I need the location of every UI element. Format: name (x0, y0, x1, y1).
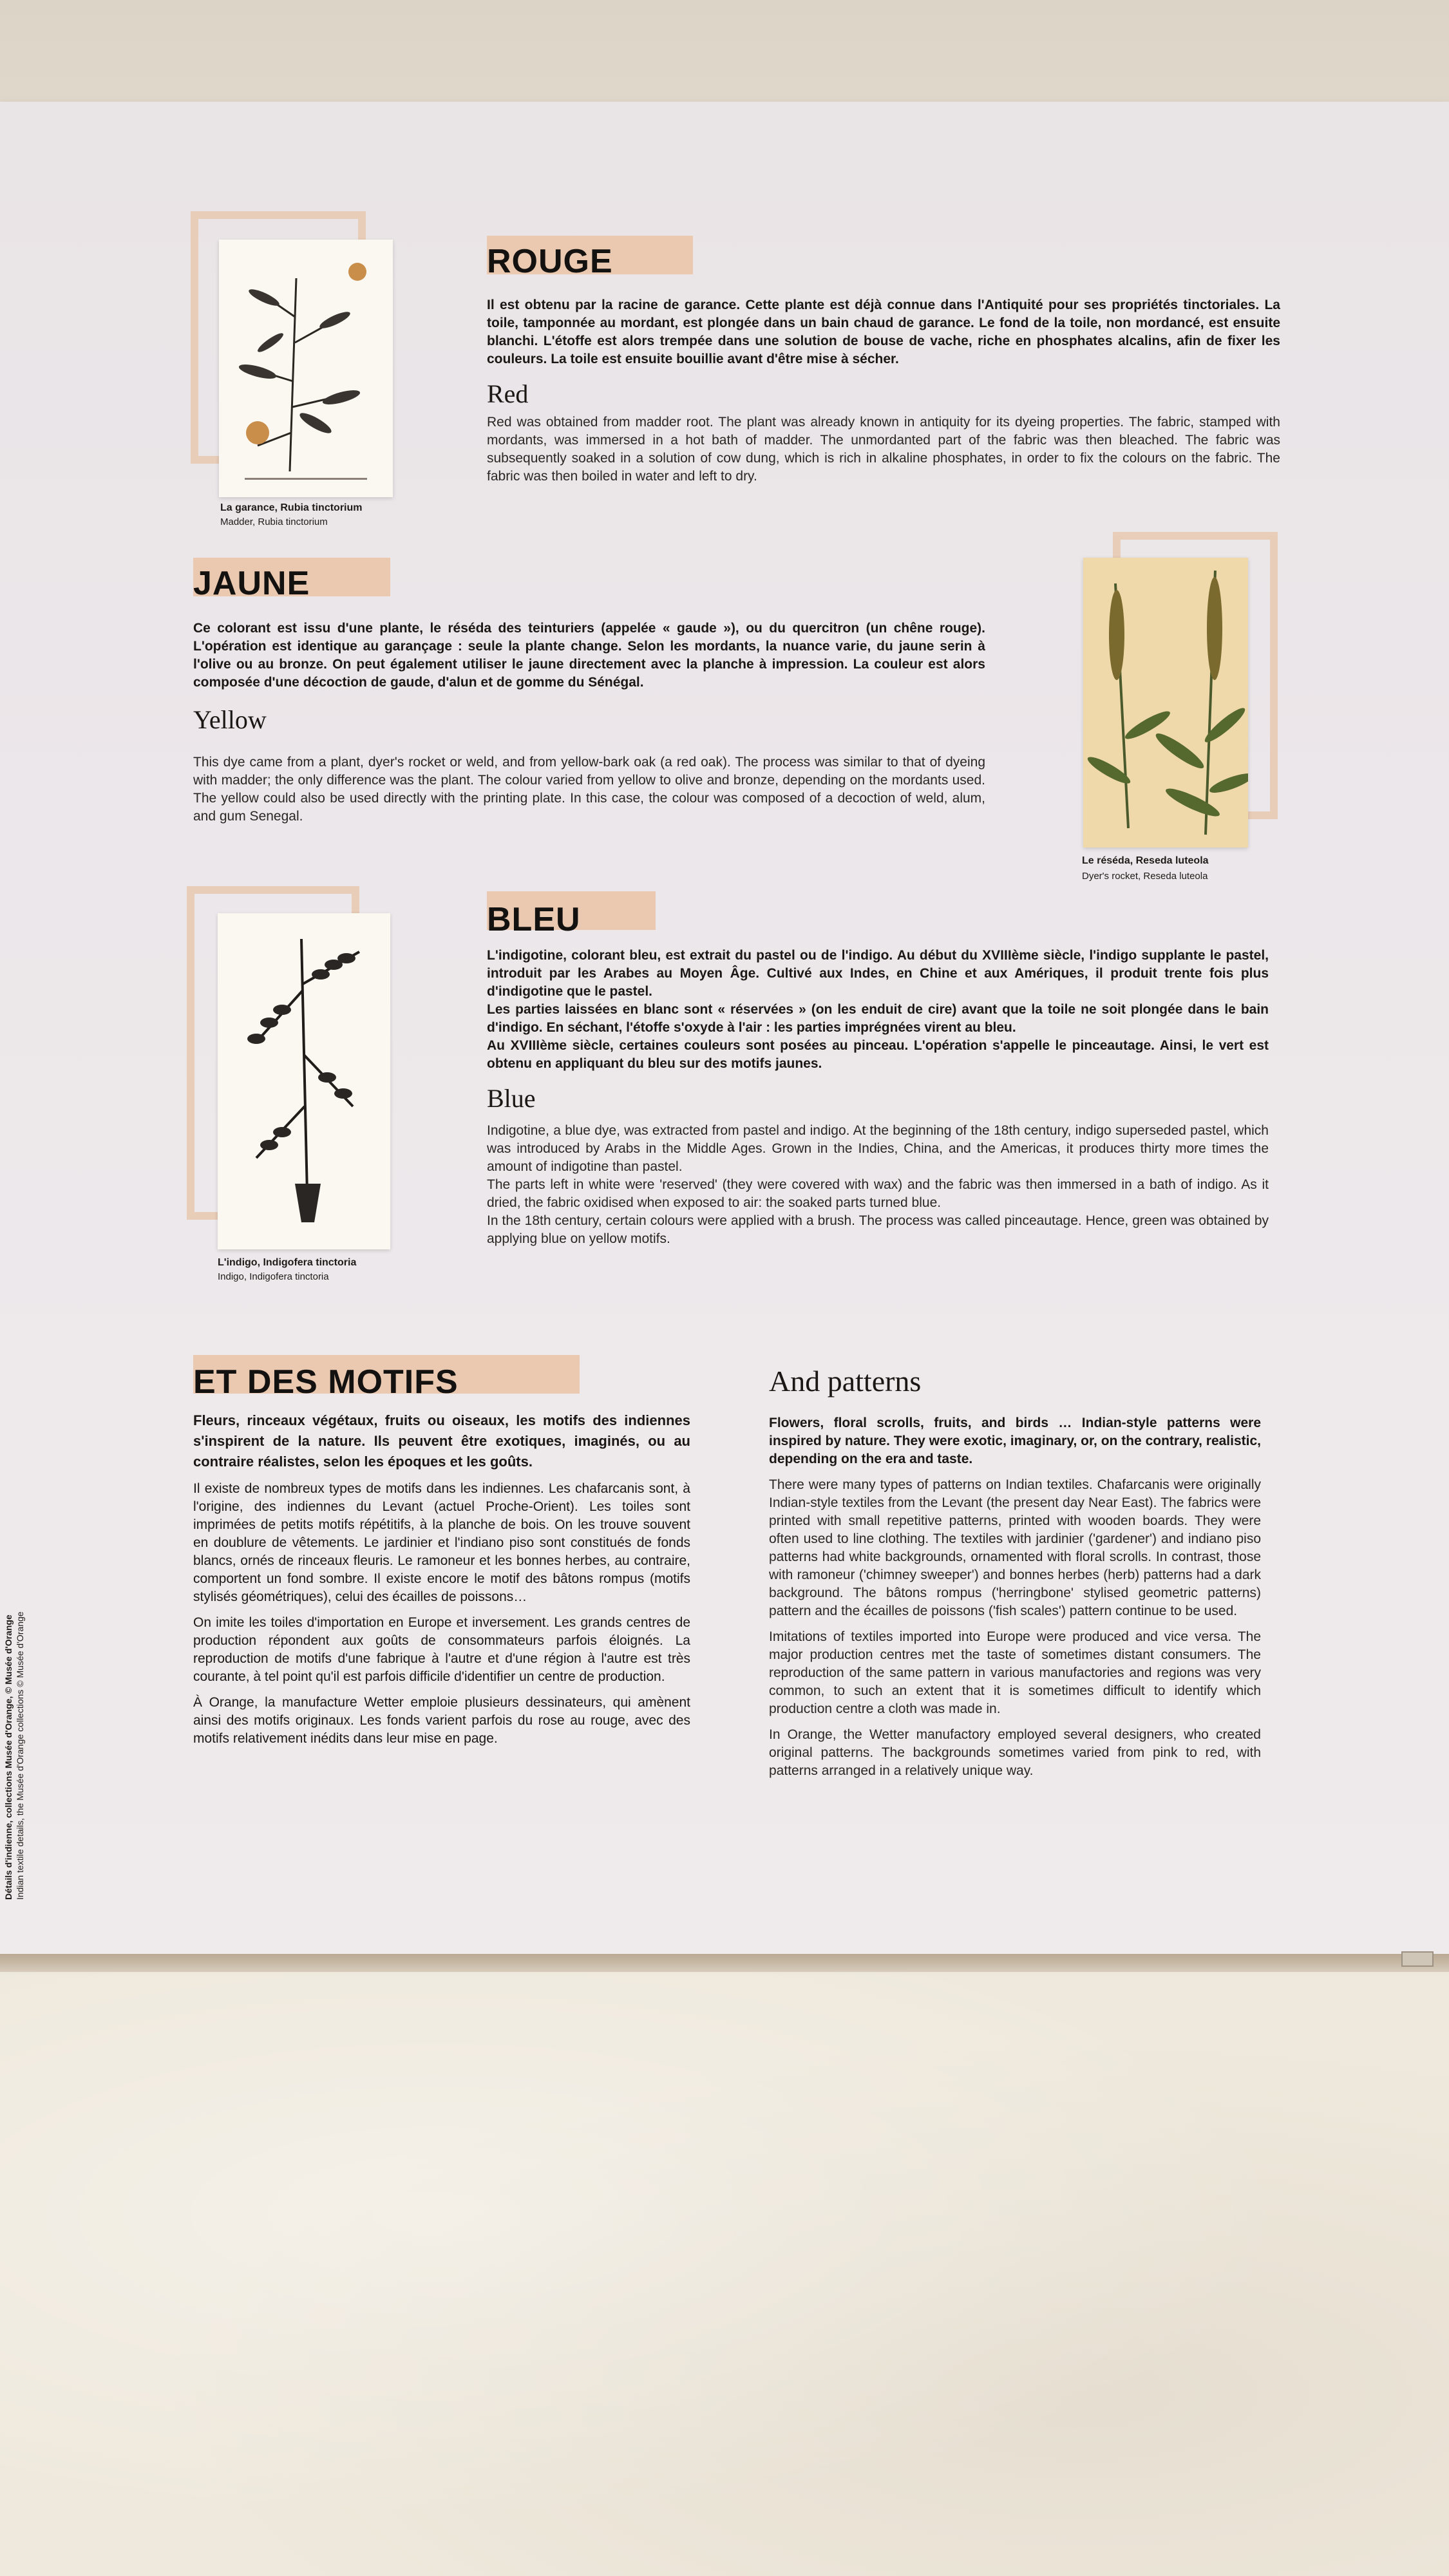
rouge-text-fr: Il est obtenu par la racine de garance. Cette plante est déjà connue dans l'Antiquité pour ses propriétés tinctoriales. La toile, tamponnée au mordant, est plongée dans un bain chaud de garance. Le fond de la toile, non mordancé, est ensuite blanchi. L'étoffe est alors trempée dans une solution de bouse de vache, riche en phosphates alcalins, afin de fixer les couleurs. La toile est ensuite bouillie avant d'être mise à sécher. (487, 298, 1280, 366)
photo-credit-fr: Détails d'indienne, collections Musée d'Orange, © Musée d'Orange (3, 1615, 14, 1900)
weld-illustration (1083, 558, 1248, 848)
red-text-en: Red was obtained from madder root. The plant was already known in antiquity for its dyeing properties. The fabric, stamped with mordants, was immersed in a hot bath of madder. The unmordanted part of the fabric was then bleached. The fabric was subsequently soaked in a solution of cow dung, which is rich in alkaline phosphates, in order to fix the colours on the fabric. The fabric was then boiled in water and left to dry. (487, 415, 1280, 484)
motifs-p1-en: There were many types of patterns on Indian textiles. Chafarcanis were originally Indian-style textiles from the Levant (the present day Near East). The fabrics were printed with small repetitive patterns, printed with wooden boards. They were often used to line clothing. The textiles with jardinier ('gardener') and indiano piso patterns had white backgrounds, ornamented with floral scrolls. In contrast, those with ramoneur ('chimney sweeper') and bonnes herbes (herb) patterns had a dark background. The bâtons rompus ('herringbone' stylised geometric patterns) pattern and the écailles de poissons ('fish scales') pattern continue to be used. (769, 1477, 1261, 1618)
panel-edge (0, 1954, 1449, 1972)
motifs-text-fr (193, 1410, 690, 1756)
indigo-plant-drawing (218, 913, 390, 1249)
bleu-text-fr-p3: Au XVIIIème siècle, certaines couleurs sont posées au pinceau. L'opération s'appelle le pinceautage. Ainsi, le vert est obtenu en appliquant du bleu sur des motifs jaunes. (487, 1038, 1269, 1071)
blue-text-en-p3: In the 18th century, certain colours were applied with a brush. The process was called pinceautage. Hence, green was obtained by applying blue on yellow motifs. (487, 1213, 1269, 1246)
madder-caption-fr: La garance, Rubia tinctorium (220, 502, 363, 513)
blue-text-en-p2: The parts left in white were 'reserved' (they were covered with wax) and the fabric was then immersed in a bath of indigo. As it dried, the fabric oxidised when exposed to air: the soaked parts turned blue. (487, 1177, 1269, 1210)
motifs-p2-fr: On imite les toiles d'importation en Europe et inversement. Les grands centres de production répondent aux goûts de consommateurs parfois éloignés. La reproduction de motifs d'une fabrique à l'autre et d'une région à l'autre est très courante, à tel point qu'il est parfois difficile d'identifier un centre de production. (193, 1615, 690, 1684)
small-wall-tag (1401, 1951, 1434, 1967)
indigo-caption-fr: L'indigo, Indigofera tinctoria (218, 1257, 357, 1268)
jaune-title: JAUNE (193, 565, 310, 602)
yellow-title: Yellow (193, 705, 267, 734)
madder-illustration (219, 240, 393, 497)
jaune-text-fr: Ce colorant est issu d'une plante, le réséda des teinturiers (appelée « gaude »), ou du quercitron (un chêne rouge). L'opération est identique au garançage : seule la plante change. Selon les mordants, la nuance varie, du jaune serin à l'olive ou au bronze. On peut également utiliser le jaune directement avec la planche à impression. La couleur est alors composée d'une décoction de gaude, d'alun et de gomme du Sénégal. (193, 621, 985, 690)
indigo-illustration (218, 913, 390, 1249)
motifs-intro-en: Flowers, floral scrolls, fruits, and birds … Indian-style patterns were inspired by nature. They were exotic, imaginary, or, on the contrary, realistic, depending on the era and taste. (769, 1416, 1261, 1466)
bleu-title: BLEU (487, 901, 581, 938)
motifs-p2-en: Imitations of textiles imported into Europe were produced and vice versa. The major production centres met the taste of sometimes distant consumers. The reproduction of the same pattern in various manufactories and regions was very common, to such an extent that it is sometimes difficult to identify which production centre a cloth was made in. (769, 1629, 1261, 1716)
weld-caption-fr: Le réséda, Reseda luteola (1082, 855, 1209, 866)
photo-credit-en: Indian textile details, the Musée d'Orange collections © Musée d'Orange (15, 1611, 25, 1900)
bleu-text-fr-p2: Les parties laissées en blanc sont « réservées » (on les enduit de cire) avant que la toile ne soit plongée dans le bain d'indigo. En séchant, l'étoffe s'oxyde à l'air : les parties imprégnées virent au bleu. (487, 1002, 1269, 1035)
bleu-text-fr-p1: L'indigotine, colorant bleu, est extrait du pastel ou de l'indigo. Au début du XVIIIème siècle, l'indigo supplante le pastel, introduit par les Arabes au Moyen Âge. Cultivé aux Indes, en Chine et aux Amériques, il produit trente fois plus d'indigotine que le pastel. (487, 948, 1269, 999)
photo-credit (3, 1611, 26, 1900)
motifs-p3-fr: À Orange, la manufacture Wetter emploie plusieurs dessinateurs, qui amènent ainsi des motifs originaux. Les fonds varient parfois du rose au rouge, avec des motifs relativement inédits dans leur mise en page. (193, 1695, 690, 1746)
motifs-text-en (769, 1414, 1261, 1788)
motifs-p3-en: In Orange, the Wetter manufactory employed several designers, who created original patterns. The backgrounds sometimes varied from pink to red, with patterns arranged in a relatively unique way. (769, 1727, 1261, 1778)
patterns-title: And patterns (769, 1365, 922, 1397)
motifs-title: ET DES MOTIFS (193, 1363, 459, 1401)
motifs-p1-fr: Il existe de nombreux types de motifs dans les indiennes. Les chafarcanis sont, à l'origine, des indiennes du Levant (actuel Proche-Orient). Les toiles sont imprimées de petits motifs répétitifs, à la planche de bois. On les trouve souvent en doublure de vêtements. Le jardinier et l'indiano piso sont constitués de fonds blancs, ornés de rinceaux fleuris. Le ramoneur et les bonnes herbes, au contraire, comportent un fond sombre. Il existe encore le motif des bâtons rompus (motifs stylisés géométriques), celui des écailles de poissons… (193, 1481, 690, 1604)
weld-caption-en: Dyer's rocket, Reseda luteola (1082, 871, 1208, 882)
bleu-text-fr (487, 947, 1269, 1073)
red-title: Red (487, 379, 529, 408)
yellow-text-en: This dye came from a plant, dyer's rocket or weld, and from yellow-bark oak (a red oak). The process was similar to that of dyeing with madder; the only difference was the plant. The colour varied from yellow to olive and bronze, depending on the mordants used. The yellow could also be used directly with the printing plate. In this case, the colour was composed of a decoction of weld, alum, and gum Senegal. (193, 755, 985, 824)
weld-plant-drawing (1083, 558, 1248, 848)
madder-caption-en: Madder, Rubia tinctorium (220, 516, 328, 527)
wall (0, 1972, 1449, 2576)
blue-title: Blue (487, 1084, 536, 1113)
blue-text-en (487, 1122, 1269, 1248)
madder-plant-drawing (219, 240, 393, 497)
motifs-intro-fr: Fleurs, rinceaux végétaux, fruits ou oiseaux, les motifs des indiennes s'inspirent de la nature. Ils peuvent être exotiques, imaginés, ou au contraire réalistes, selon les époques et les goûts. (193, 1412, 690, 1470)
rouge-title: ROUGE (487, 243, 613, 280)
blue-text-en-p1: Indigotine, a blue dye, was extracted from pastel and indigo. At the beginning of the 18th century, indigo superseded pastel, which was introduced by Arabs in the Middle Ages. Grown in the Indies, China, and the Americas, it produces thirty more times the amount of indigotine than pastel. (487, 1123, 1269, 1174)
indigo-caption-en: Indigo, Indigofera tinctoria (218, 1271, 329, 1282)
